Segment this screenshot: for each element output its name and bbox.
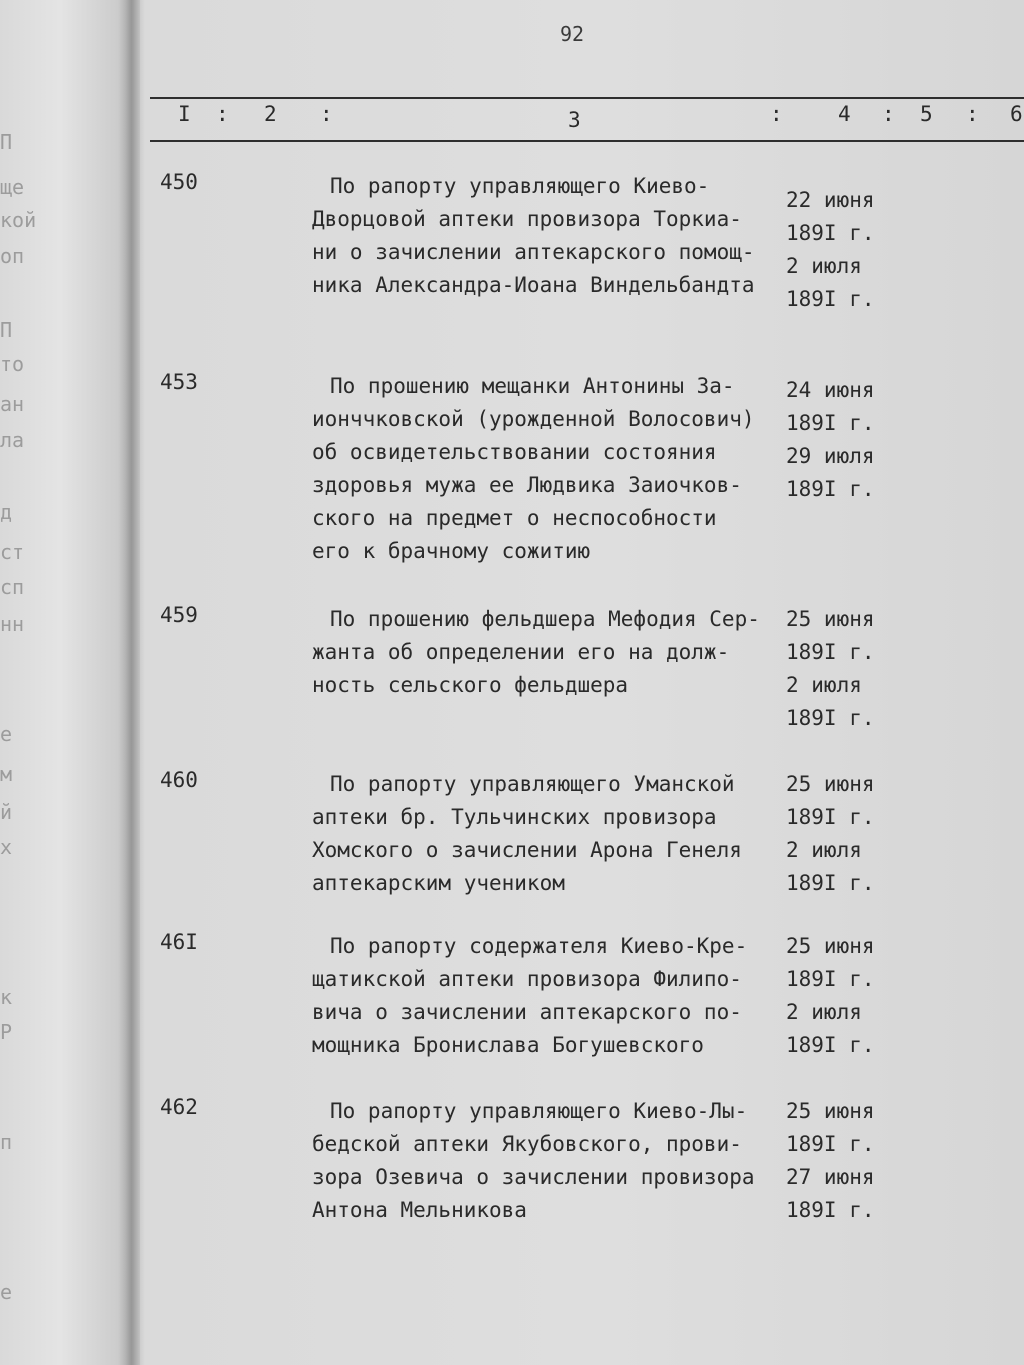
entry-line: зора Озевича о зачислении провизора — [312, 1165, 755, 1189]
left-page-fragment: то — [0, 352, 25, 376]
entry-date: 189I г. — [786, 640, 875, 664]
entry-line: По рапорту управляющего Киево-Лы- — [330, 1099, 748, 1123]
entry-date: 22 июня — [786, 188, 875, 212]
entry-description — [312, 930, 792, 1062]
left-page-fragment: ан — [0, 392, 25, 416]
column-header-separator: : — [216, 102, 229, 126]
entry-number: 460 — [160, 768, 198, 792]
entry-description — [312, 1095, 792, 1227]
entry-dates — [786, 374, 875, 506]
entry-line: вича о зачислении аптекарского по- — [312, 1000, 742, 1024]
column-header-separator: : — [882, 102, 895, 126]
entry-number: 462 — [160, 1095, 198, 1119]
entry-line: мощника Бронислава Богушевского — [312, 1033, 704, 1057]
entry-line: По рапорту управляющего Киево- — [330, 174, 710, 198]
entry-line: ни о зачислении аптекарского помощ- — [312, 240, 755, 264]
entry-date: 189I г. — [786, 411, 875, 435]
entry-line: Дворцовой аптеки провизора Торкиа- — [312, 207, 742, 231]
column-header-separator: : — [966, 102, 979, 126]
left-page-fragment: е — [0, 1280, 13, 1304]
entry-number: 46I — [160, 930, 198, 954]
entry-dates — [786, 930, 875, 1062]
entry-line: об освидетельствовании состояния — [312, 440, 717, 464]
left-page-fragment: д — [0, 500, 13, 524]
left-page-fragment: сп — [0, 575, 25, 599]
entry-line: аптекарским учеником — [312, 871, 565, 895]
entry-number: 453 — [160, 370, 198, 394]
entry-line: ионччковской (урожденной Волосович) — [312, 407, 755, 431]
entry-date: 189I г. — [786, 477, 875, 501]
left-page-margin — [0, 0, 118, 1365]
left-page-fragment: к — [0, 985, 13, 1009]
entry-dates — [786, 768, 875, 900]
entry-date: 25 июня — [786, 772, 875, 796]
entry-line: По рапорту содержателя Киево-Кре- — [330, 934, 748, 958]
entry-line: жанта об определении его на долж- — [312, 640, 730, 664]
entry-description — [312, 170, 792, 302]
column-header-1: I — [178, 102, 191, 126]
column-header-4: 4 — [838, 102, 851, 126]
entry-date: 189I г. — [786, 1198, 875, 1222]
header-top-rule — [150, 97, 1024, 99]
left-page-fragment: й — [0, 800, 13, 824]
left-page-fragment: ла — [0, 428, 25, 452]
entry-date: 189I г. — [786, 706, 875, 730]
entry-date: 2 июля — [786, 254, 862, 278]
entry-description — [312, 370, 792, 568]
entry-line: Хомского о зачислении Арона Генеля — [312, 838, 742, 862]
entry-number: 459 — [160, 603, 198, 627]
entry-date: 189I г. — [786, 805, 875, 829]
column-header-3: 3 — [568, 108, 581, 132]
entry-date: 25 июня — [786, 607, 875, 631]
entry-date: 29 июля — [786, 444, 875, 468]
entry-date: 25 июня — [786, 1099, 875, 1123]
left-page-fragment: кой — [0, 208, 37, 232]
left-page-fragment: х — [0, 835, 13, 859]
entry-line: ского на предмет о неспособности — [312, 506, 717, 530]
entry-date: 2 июля — [786, 838, 862, 862]
entry-line: По рапорту управляющего Уманской — [330, 772, 735, 796]
entry-date: 24 июня — [786, 378, 875, 402]
column-header-2: 2 — [264, 102, 277, 126]
entry-description — [312, 603, 792, 702]
entry-dates — [786, 603, 875, 735]
entry-date: 27 июня — [786, 1165, 875, 1189]
column-header-row — [150, 102, 1024, 138]
left-page-fragment: П — [0, 130, 13, 154]
left-page-fragment: ще — [0, 175, 25, 199]
entry-line: щатикской аптеки провизора Филипо- — [312, 967, 742, 991]
column-header-separator: : — [770, 102, 783, 126]
left-page-fragment: Р — [0, 1020, 13, 1044]
left-page-fragment: нн — [0, 612, 25, 636]
entry-line: аптеки бр. Тульчинских провизора — [312, 805, 717, 829]
entry-dates — [786, 184, 875, 316]
entry-line: ника Александра-Иоана Виндельбандта — [312, 273, 755, 297]
column-header-5: 5 — [920, 102, 933, 126]
entry-description — [312, 768, 792, 900]
entry-line: По прошению мещанки Антонины За- — [330, 374, 735, 398]
entry-date: 25 июня — [786, 934, 875, 958]
left-page-fragment: П — [0, 318, 13, 342]
entry-date: 189I г. — [786, 1033, 875, 1057]
left-page-fragment: ст — [0, 540, 25, 564]
entry-date: 2 июля — [786, 1000, 862, 1024]
entry-line: бедской аптеки Якубовского, прови- — [312, 1132, 742, 1156]
column-header-separator: : — [320, 102, 333, 126]
entry-date: 2 июля — [786, 673, 862, 697]
entry-line: его к брачному сожитию — [312, 539, 591, 563]
entry-line: По прошению фельдшера Мефодия Сер- — [330, 607, 760, 631]
entry-date: 189I г. — [786, 967, 875, 991]
entry-line: ность сельского фельдшера — [312, 673, 629, 697]
entry-line: Антона Мельникова — [312, 1198, 527, 1222]
page-number: 92 — [560, 22, 585, 46]
header-bottom-rule — [150, 140, 1024, 142]
entry-date: 189I г. — [786, 221, 875, 245]
entry-date: 189I г. — [786, 1132, 875, 1156]
left-page-fragment: е — [0, 722, 13, 746]
left-page-fragment: п — [0, 1130, 13, 1154]
left-page-fragment: м — [0, 762, 13, 786]
entry-line: здоровья мужа ее Людвика Заиочков- — [312, 473, 742, 497]
entry-date: 189I г. — [786, 287, 875, 311]
entry-date: 189I г. — [786, 871, 875, 895]
column-header-6: 6 — [1010, 102, 1023, 126]
book-spine-shadow — [118, 0, 140, 1365]
entry-number: 450 — [160, 170, 198, 194]
entry-dates — [786, 1095, 875, 1227]
left-page-fragment: оп — [0, 244, 25, 268]
